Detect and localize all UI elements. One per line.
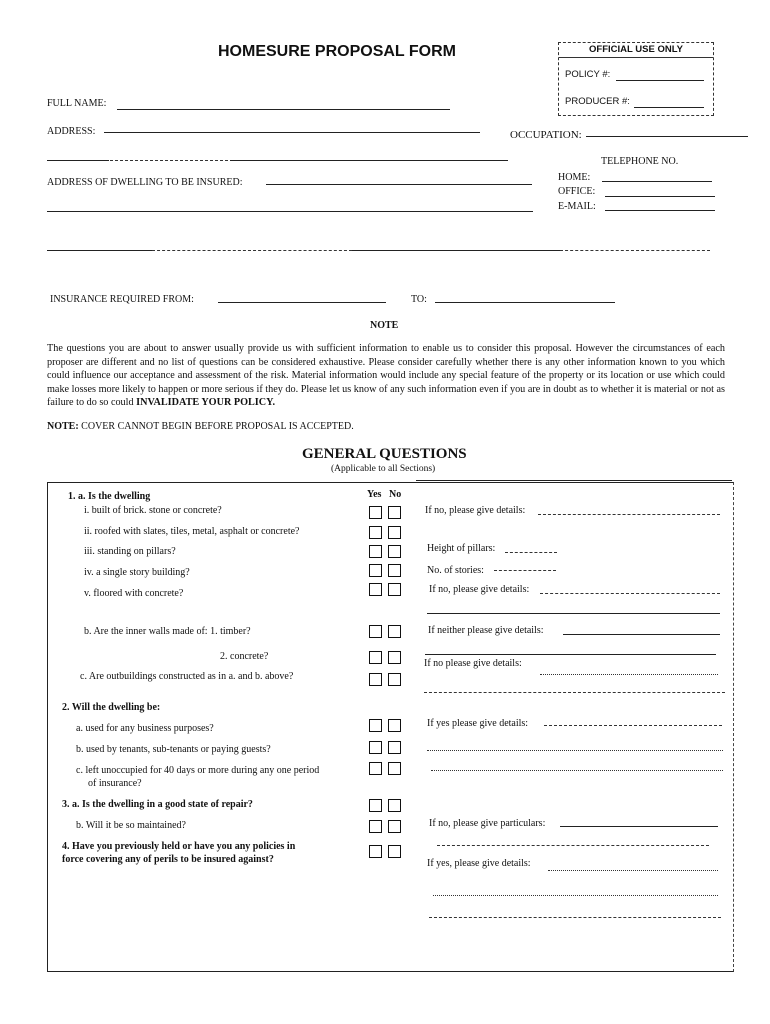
walls-details-field-2[interactable] — [425, 654, 716, 655]
email-label: E-MAIL: — [558, 201, 596, 212]
dwelling-address-label: ADDRESS OF DWELLING TO BE INSURED: — [47, 177, 243, 188]
q2-a-text: a. used for any business purposes? — [76, 723, 214, 734]
stories-label: No. of stories: — [427, 565, 484, 576]
cover-note-prefix: NOTE: — [47, 421, 79, 432]
q1-i-no-checkbox[interactable] — [388, 506, 401, 519]
outbuildings-details-label: If no please give details: — [424, 658, 522, 669]
dwelling-address-field-1[interactable] — [266, 184, 532, 185]
dwelling-address-field-3c[interactable] — [352, 250, 560, 251]
q1-b-timber-no-checkbox[interactable] — [388, 625, 401, 638]
full-name-label: FULL NAME: — [47, 98, 107, 109]
q3-b-no-checkbox[interactable] — [388, 820, 401, 833]
q1-v-no-checkbox[interactable] — [388, 583, 401, 596]
floor-details-field-2[interactable] — [427, 613, 720, 614]
occupation-field[interactable] — [586, 136, 748, 137]
pillars-height-label: Height of pillars: — [427, 543, 496, 554]
repair-details-field-2[interactable] — [437, 845, 709, 846]
outbuildings-details-field-1[interactable] — [540, 674, 718, 675]
q2-c-yes-checkbox[interactable] — [369, 762, 382, 775]
q2-a-no-checkbox[interactable] — [388, 719, 401, 732]
cover-note — [47, 421, 354, 432]
q1-v-yes-checkbox[interactable] — [369, 583, 382, 596]
q1-iv-text: iv. a single story building? — [84, 567, 190, 578]
q1-details-label: If no, please give details: — [425, 505, 526, 516]
q1-iii-text: iii. standing on pillars? — [84, 546, 176, 557]
floor-details-label: If no, please give details: — [429, 584, 530, 595]
address-field-1[interactable] — [104, 132, 480, 133]
q4-no-checkbox[interactable] — [388, 845, 401, 858]
insurance-to-field[interactable] — [435, 302, 615, 303]
note-heading: NOTE — [370, 320, 399, 331]
q1-v-text: v. floored with concrete? — [84, 588, 184, 599]
q3-title: 3. a. Is the dwelling in a good state of repair? — [62, 799, 253, 810]
insurance-from-label: INSURANCE REQUIRED FROM: — [50, 294, 194, 305]
q2-b-yes-checkbox[interactable] — [369, 741, 382, 754]
general-questions-heading: GENERAL QUESTIONS — [302, 446, 467, 462]
business-details-field-3[interactable] — [431, 770, 723, 771]
q1-c-text: c. Are outbuildings constructed as in a. and b. above? — [80, 671, 294, 682]
official-use-title: OFFICIAL USE ONLY — [559, 43, 713, 58]
policies-details-field-1[interactable] — [548, 870, 718, 871]
q1-iv-yes-checkbox[interactable] — [369, 564, 382, 577]
policies-details-field-3[interactable] — [429, 917, 721, 918]
insurance-from-field[interactable] — [218, 302, 386, 303]
q4-yes-checkbox[interactable] — [369, 845, 382, 858]
business-details-field-1[interactable] — [544, 725, 722, 726]
insurance-to-label: TO: — [411, 294, 427, 305]
full-name-field[interactable] — [117, 109, 450, 110]
telephone-heading: TELEPHONE NO. — [601, 156, 679, 167]
policy-label: POLICY #: — [565, 69, 611, 80]
q1-b2-text: 2. concrete? — [220, 651, 269, 662]
q3-b-text: b. Will it be so maintained? — [76, 820, 186, 831]
q1-c-yes-checkbox[interactable] — [369, 673, 382, 686]
q3-b-yes-checkbox[interactable] — [369, 820, 382, 833]
q1-title: 1. a. Is the dwelling — [68, 491, 151, 502]
business-details-field-2[interactable] — [427, 750, 723, 751]
note-body: The questions you are about to answer usually provide us with sufficient information to enable us to consider this proposal. However the circumstances of each proposer are different and no list of questions can be considered exhaustive. Please consider carefully whether there is any other information known to you which could influence our acceptance and assessment of the risk. Material information would include any special feature of the property or its location or use which could make losses more likely to happen or more serious if they do. Please let us know of any such information even if you are in doubt as to whether it is material or not as failure to do so could — [47, 343, 725, 408]
q4-text-2: force covering any of perils to be insured against? — [62, 854, 274, 865]
repair-details-label: If no, please give particulars: — [429, 818, 546, 829]
q2-b-text: b. used by tenants, sub-tenants or paying guests? — [76, 744, 271, 755]
address-field-2c[interactable] — [230, 160, 508, 161]
repair-details-field-1[interactable] — [560, 826, 718, 827]
q3-a-no-checkbox[interactable] — [388, 799, 401, 812]
q1-ii-no-checkbox[interactable] — [388, 526, 401, 539]
q1-i-yes-checkbox[interactable] — [369, 506, 382, 519]
general-questions-subheading: (Applicable to all Sections) — [331, 464, 436, 474]
policies-details-field-2[interactable] — [433, 895, 718, 896]
business-details-label: If yes please give details: — [427, 718, 529, 729]
office-phone-field[interactable] — [605, 196, 715, 197]
email-field[interactable] — [605, 210, 715, 211]
occupation-label: OCCUPATION: — [510, 129, 582, 141]
official-use-box — [558, 42, 714, 116]
questions-box-top-right — [416, 480, 732, 481]
office-phone-label: OFFICE: — [558, 186, 596, 197]
q2-b-no-checkbox[interactable] — [388, 741, 401, 754]
q2-c-no-checkbox[interactable] — [388, 762, 401, 775]
dwelling-address-field-3d[interactable] — [560, 250, 710, 251]
no-header: No — [389, 489, 402, 500]
q1-b-concrete-no-checkbox[interactable] — [388, 651, 401, 664]
stories-field[interactable] — [494, 570, 556, 571]
walls-details-label: If neither please give details: — [428, 625, 544, 636]
cover-note-text: COVER CANNOT BEGIN BEFORE PROPOSAL IS ACCEPTED. — [81, 421, 354, 432]
q1-c-no-checkbox[interactable] — [388, 673, 401, 686]
policies-details-label: If yes, please give details: — [427, 858, 531, 869]
q1-iii-yes-checkbox[interactable] — [369, 545, 382, 558]
q3-a-yes-checkbox[interactable] — [369, 799, 382, 812]
producer-label: PRODUCER #: — [565, 96, 630, 107]
q2-c-text-1: c. left unoccupied for 40 days or more during any one period — [76, 765, 320, 776]
invalidate-warning: INVALIDATE YOUR POLICY. — [136, 397, 276, 408]
q1-details-field[interactable] — [538, 514, 720, 515]
q1-iv-no-checkbox[interactable] — [388, 564, 401, 577]
q1-ii-text: ii. roofed with slates, tiles, metal, asphalt or concrete? — [84, 526, 300, 537]
yes-header: Yes — [367, 489, 382, 500]
address-field-2a[interactable] — [47, 160, 109, 161]
q1-ii-yes-checkbox[interactable] — [369, 526, 382, 539]
outbuildings-details-field-2[interactable] — [424, 692, 725, 693]
q1-b-concrete-yes-checkbox[interactable] — [369, 651, 382, 664]
producer-field[interactable] — [634, 107, 704, 108]
q1-b-timber-yes-checkbox[interactable] — [369, 625, 382, 638]
q2-a-yes-checkbox[interactable] — [369, 719, 382, 732]
form-title: HOMESURE PROPOSAL FORM — [218, 43, 456, 60]
dwelling-address-field-3b[interactable] — [152, 250, 352, 251]
floor-details-field-1[interactable] — [540, 593, 720, 594]
q1-i-text: i. built of brick. stone or concrete? — [84, 505, 222, 516]
walls-details-field-1[interactable] — [563, 634, 720, 635]
home-phone-label: HOME: — [558, 172, 591, 183]
q1-b-text: b. Are the inner walls made of: 1. timber? — [84, 626, 251, 637]
policy-field[interactable] — [616, 80, 704, 81]
q2-c-text-2: of insurance? — [88, 778, 142, 789]
note-paragraph — [47, 342, 725, 410]
q2-title: 2. Will the dwelling be: — [62, 702, 161, 713]
q1-iii-no-checkbox[interactable] — [388, 545, 401, 558]
pillars-height-field[interactable] — [505, 552, 557, 553]
home-phone-field[interactable] — [602, 181, 712, 182]
dwelling-address-field-2[interactable] — [47, 211, 533, 212]
address-field-2b[interactable] — [110, 160, 228, 161]
address-label: ADDRESS: — [47, 126, 96, 137]
dwelling-address-field-3a[interactable] — [47, 250, 152, 251]
q4-text-1: 4. Have you previously held or have you any policies in — [62, 841, 296, 852]
